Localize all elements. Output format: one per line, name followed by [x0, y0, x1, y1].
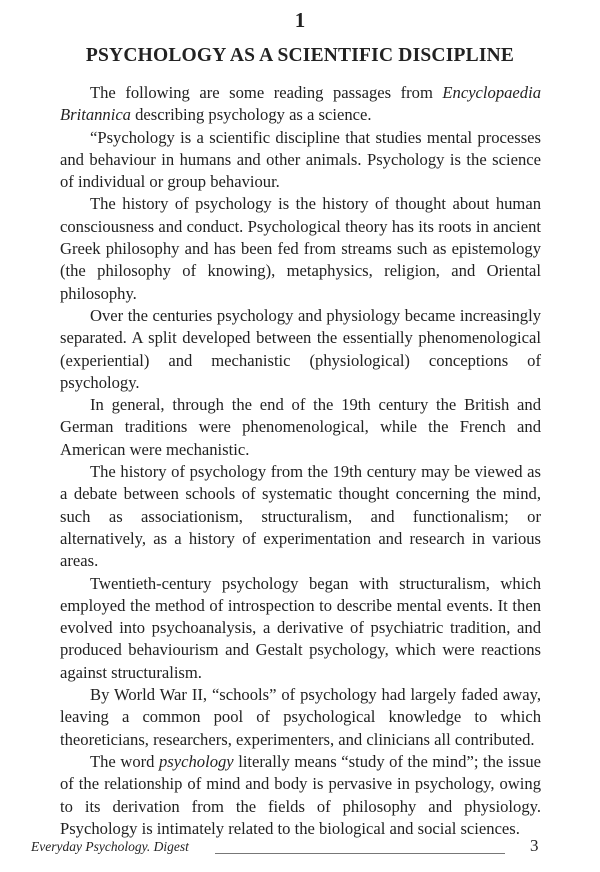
paragraph	[60, 573, 541, 684]
text: The history of psychology from the 19th century may be viewed as a debate between schools of systematic thought concerning the mind, such as associationism, structuralism, and functionalism; or alternatively, as a history of experimentation and research in various areas.	[60, 462, 541, 571]
footer-title: Everyday Psychology. Digest	[31, 839, 189, 854]
text: Over the centuries psychology and physiology became increasingly separated. A split developed between the essentially phenomenological (experiential) and mechanistic (physiological) conceptions of psychology.	[60, 305, 541, 392]
chapter-number: 1	[294, 8, 306, 32]
paragraph	[60, 461, 541, 572]
text: literally means “study of the mind”; the issue of the relationship of mind and body is pervasive in psychology, owing to its derivation from the fields of philosophy and physiology. Psychology is intimately related to the biological and social sciences.	[60, 751, 541, 838]
paragraph	[60, 82, 541, 127]
paragraph	[60, 305, 541, 394]
text: The word	[90, 751, 159, 771]
text: The following are some reading passages from	[90, 83, 443, 102]
paragraph	[60, 751, 541, 840]
paragraph	[60, 193, 541, 304]
text: The history of psychology is the history of thought about human consciousness and conduct. Psychological theory has its roots in ancient Greek philosophy and has been fed from streams such as epistemology (the philosophy of knowing), metaphysics, religion, and Oriental philosophy.	[60, 194, 541, 303]
italic-text: Encyclopaedia Britannica	[60, 83, 541, 125]
italic-text: psychology	[159, 751, 234, 771]
footer-divider	[215, 853, 505, 854]
body-text	[60, 82, 541, 840]
chapter-title: PSYCHOLOGY AS A SCIENTIFIC DISCIPLINE	[85, 45, 515, 66]
paragraph	[60, 394, 541, 461]
text: describing psychology as a science.	[130, 105, 372, 125]
page-number: 3	[530, 836, 539, 855]
text: By World War II, “schools” of psychology had largely faded away, leaving a common pool of psychological knowledge to which theoreticians, researchers, experimenters, and clinicians all contributed.	[60, 685, 541, 749]
text: “Psychology is a scientific discipline that studies mental processes and behaviour in humans and other animals. Psychology is the science of individual or group behaviour.	[60, 127, 541, 192]
paragraph	[60, 127, 541, 194]
text: In general, through the end of the 19th century the British and German traditions were phenomenological, while the French and American were mechanistic.	[60, 395, 541, 459]
paragraph	[60, 684, 541, 751]
text: Twentieth-century psychology began with structuralism, which employed the method of introspection to describe mental events. It then evolved into psychoanalysis, a derivative of psychiatric tradition, and produced behaviourism and Gestalt psychology, which were reactions against structuralism.	[60, 573, 541, 682]
